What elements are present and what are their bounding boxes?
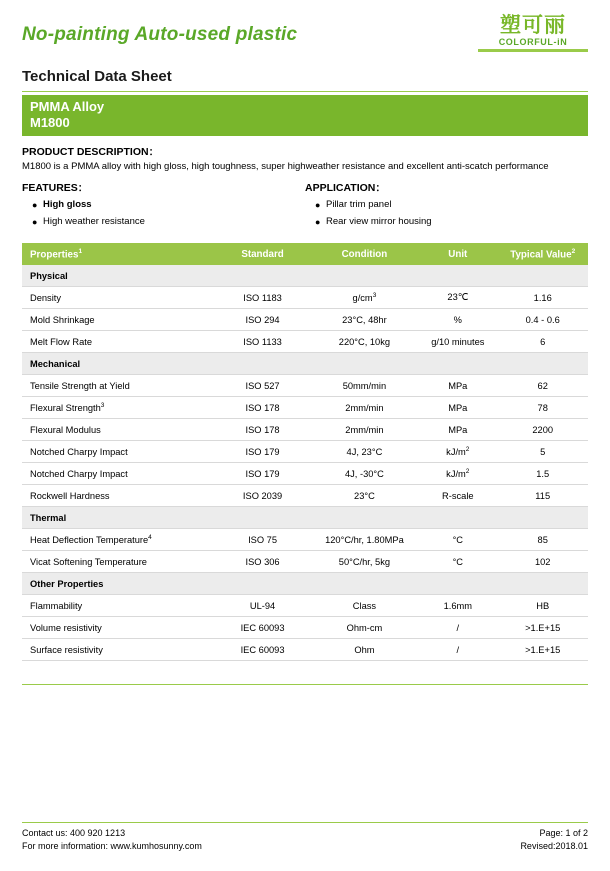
table-header-row bbox=[22, 243, 588, 265]
cell-typical-value: 6 bbox=[497, 331, 588, 353]
cell-typical-value: 85 bbox=[497, 529, 588, 551]
cell-property: Melt Flow Rate bbox=[22, 331, 214, 353]
cell-unit: 1.6mm bbox=[418, 595, 497, 617]
cell-condition: 23°C, 48hr bbox=[311, 309, 419, 331]
cell-property: Rockwell Hardness bbox=[22, 485, 214, 507]
table-blank-cell bbox=[22, 661, 588, 685]
cell-condition: 120°C/hr, 1.80MPa bbox=[311, 529, 419, 551]
cell-standard: UL-94 bbox=[214, 595, 310, 617]
divider-top bbox=[22, 91, 588, 92]
feature-label: High weather resistance bbox=[43, 216, 145, 227]
table-row bbox=[22, 375, 588, 397]
table-row bbox=[22, 529, 588, 551]
cell-condition: 4J, -30°C bbox=[311, 463, 419, 485]
list-item bbox=[315, 199, 588, 211]
cell-condition: 2mm/min bbox=[311, 397, 419, 419]
table-row bbox=[22, 287, 588, 309]
cell-typical-value: HB bbox=[497, 595, 588, 617]
cell-property: Vicat Softening Temperature bbox=[22, 551, 214, 573]
cell-unit: 23℃ bbox=[418, 287, 497, 309]
description-text: M1800 is a PMMA alloy with high gloss, high toughness, super highweather resistance and excellent anti-scatch performance bbox=[22, 161, 549, 172]
cell-standard: IEC 60093 bbox=[214, 639, 310, 661]
list-item bbox=[32, 216, 305, 228]
table-group-label: Other Properties bbox=[22, 573, 588, 595]
table-row bbox=[22, 463, 588, 485]
cell-condition: 23°C bbox=[311, 485, 419, 507]
column-header-condition: Condition bbox=[311, 243, 419, 265]
footer-page-block bbox=[520, 827, 588, 853]
cell-standard: IEC 60093 bbox=[214, 617, 310, 639]
application-label: Rear view mirror housing bbox=[326, 216, 432, 227]
page-title: No-painting Auto-used plastic bbox=[22, 24, 298, 45]
company-logo bbox=[478, 14, 588, 52]
table-row bbox=[22, 419, 588, 441]
column-header-typical-value: Typical Value$^2$ bbox=[497, 243, 588, 265]
cell-typical-value: >1.E+15 bbox=[497, 639, 588, 661]
cell-property: Notched Charpy Impact bbox=[22, 463, 214, 485]
cell-unit: MPa bbox=[418, 419, 497, 441]
bullet-icon: ● bbox=[32, 200, 38, 210]
cell-standard: ISO 179 bbox=[214, 463, 310, 485]
table-group-row bbox=[22, 507, 588, 529]
product-grade: M1800 bbox=[30, 115, 70, 130]
footer-contact-block bbox=[22, 827, 202, 853]
bullet-icon: ● bbox=[32, 217, 38, 227]
table-row bbox=[22, 485, 588, 507]
cell-property: Surface resistivity bbox=[22, 639, 214, 661]
cell-unit: / bbox=[418, 617, 497, 639]
column-header-properties: Properties$^1$ bbox=[22, 243, 214, 265]
cell-property: Volume resistivity bbox=[22, 617, 214, 639]
table-row bbox=[22, 441, 588, 463]
cell-property: Flexural Modulus bbox=[22, 419, 214, 441]
cell-typical-value: 115 bbox=[497, 485, 588, 507]
cell-condition: 50°C/hr, 5kg bbox=[311, 551, 419, 573]
table-group-label: Physical bbox=[22, 265, 588, 287]
document-header bbox=[22, 0, 588, 66]
table-group-label: Mechanical bbox=[22, 353, 588, 375]
product-name: PMMA Alloy bbox=[30, 99, 105, 114]
cell-typical-value: >1.E+15 bbox=[497, 617, 588, 639]
table-row bbox=[22, 331, 588, 353]
cell-unit: °C bbox=[418, 551, 497, 573]
application-column bbox=[305, 180, 588, 233]
table-group-row bbox=[22, 573, 588, 595]
cell-typical-value: 0.4 - 0.6 bbox=[497, 309, 588, 331]
footer-info: For more information: www.kumhosunny.com bbox=[22, 841, 202, 851]
product-banner bbox=[22, 95, 588, 136]
divider-table-bottom bbox=[22, 684, 588, 685]
features-application-columns bbox=[22, 180, 588, 233]
features-title: FEATURES： bbox=[22, 182, 89, 194]
logo-english-text: COLORFUL-iN bbox=[498, 37, 568, 47]
cell-standard: ISO 306 bbox=[214, 551, 310, 573]
cell-unit: R-scale bbox=[418, 485, 497, 507]
cell-unit: °C bbox=[418, 529, 497, 551]
cell-condition: Class bbox=[311, 595, 419, 617]
table-group-label: Thermal bbox=[22, 507, 588, 529]
table-row bbox=[22, 639, 588, 661]
cell-condition: $g/cm^3$ bbox=[311, 287, 419, 309]
application-label: Pillar trim panel bbox=[326, 199, 392, 210]
cell-unit: % bbox=[418, 309, 497, 331]
table-blank-row bbox=[22, 661, 588, 685]
cell-standard: ISO 179 bbox=[214, 441, 310, 463]
cell-unit: MPa bbox=[418, 397, 497, 419]
cell-property: Flexural Strength$^3$ bbox=[22, 397, 214, 419]
table-row bbox=[22, 397, 588, 419]
feature-label: High gloss bbox=[43, 199, 92, 210]
cell-condition: 2mm/min bbox=[311, 419, 419, 441]
divider-footer bbox=[22, 822, 588, 823]
table-header bbox=[22, 243, 588, 265]
cell-standard: ISO 1133 bbox=[214, 331, 310, 353]
document-footer bbox=[22, 822, 588, 853]
description-label: PRODUCT DESCRIPTION： bbox=[22, 146, 160, 158]
cell-condition: 4J, 23°C bbox=[311, 441, 419, 463]
table-group-row bbox=[22, 265, 588, 287]
cell-typical-value: 1.16 bbox=[497, 287, 588, 309]
table-row bbox=[22, 617, 588, 639]
features-column bbox=[22, 180, 305, 233]
list-item bbox=[315, 216, 588, 228]
cell-typical-value: 5 bbox=[497, 441, 588, 463]
column-header-unit: Unit bbox=[418, 243, 497, 265]
table-row bbox=[22, 551, 588, 573]
cell-condition: Ohm bbox=[311, 639, 419, 661]
cell-typical-value: 102 bbox=[497, 551, 588, 573]
cell-condition: Ohm-cm bbox=[311, 617, 419, 639]
cell-condition: 50mm/min bbox=[311, 375, 419, 397]
table-group-row bbox=[22, 353, 588, 375]
cell-typical-value: 78 bbox=[497, 397, 588, 419]
cell-property: Tensile Strength at Yield bbox=[22, 375, 214, 397]
cell-property: Notched Charpy Impact bbox=[22, 441, 214, 463]
cell-property: Flammability bbox=[22, 595, 214, 617]
table-body bbox=[22, 265, 588, 684]
footer-contact: Contact us: 400 920 1213 bbox=[22, 828, 126, 838]
cell-unit: MPa bbox=[418, 375, 497, 397]
cell-unit: / bbox=[418, 639, 497, 661]
cell-condition: 220°C, 10kg bbox=[311, 331, 419, 353]
cell-standard: ISO 294 bbox=[214, 309, 310, 331]
cell-unit: g/10 minutes bbox=[418, 331, 497, 353]
cell-unit: $kJ/m^2$ bbox=[418, 463, 497, 485]
cell-unit: $kJ/m^2$ bbox=[418, 441, 497, 463]
cell-property: Mold Shrinkage bbox=[22, 309, 214, 331]
list-item bbox=[32, 199, 305, 211]
cell-standard: ISO 527 bbox=[214, 375, 310, 397]
cell-standard: ISO 75 bbox=[214, 529, 310, 551]
logo-chinese-text: 塑可丽 bbox=[500, 13, 566, 37]
cell-property: Heat Deflection Temperature$^4$ bbox=[22, 529, 214, 551]
column-header-standard: Standard bbox=[214, 243, 310, 265]
bullet-icon: ● bbox=[315, 200, 321, 210]
application-title: APPLICATION： bbox=[305, 182, 386, 194]
table-row bbox=[22, 595, 588, 617]
cell-typical-value: 62 bbox=[497, 375, 588, 397]
cell-property: Density bbox=[22, 287, 214, 309]
subtitle: Technical Data Sheet bbox=[22, 68, 172, 85]
cell-typical-value: 2200 bbox=[497, 419, 588, 441]
footer-page-number: Page: 1 of 2 bbox=[539, 828, 588, 838]
cell-standard: ISO 2039 bbox=[214, 485, 310, 507]
cell-standard: ISO 1183 bbox=[214, 287, 310, 309]
specification-table bbox=[22, 243, 588, 684]
footer-revision: Revised:2018.01 bbox=[520, 841, 588, 851]
cell-standard: ISO 178 bbox=[214, 397, 310, 419]
cell-typical-value: 1.5 bbox=[497, 463, 588, 485]
table-row bbox=[22, 309, 588, 331]
cell-standard: ISO 178 bbox=[214, 419, 310, 441]
logo-underline bbox=[478, 49, 588, 52]
bullet-icon: ● bbox=[315, 217, 321, 227]
